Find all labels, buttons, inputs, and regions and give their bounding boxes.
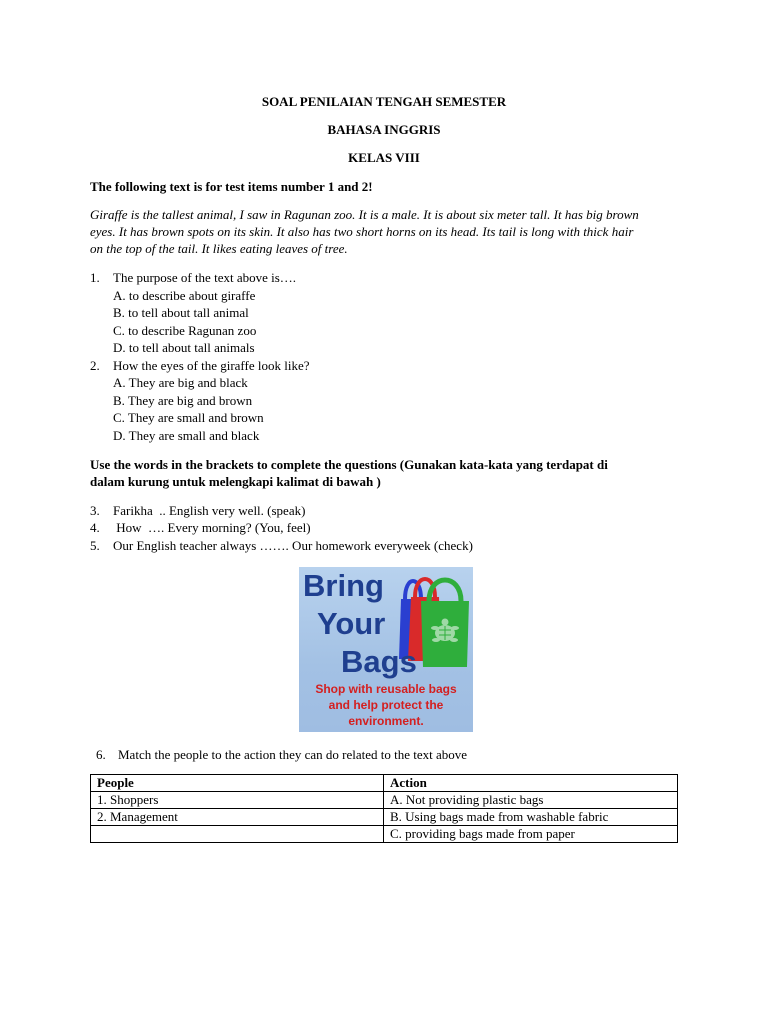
question-number: 5.: [90, 538, 100, 553]
header-people: People: [91, 775, 384, 792]
table-cell: 2. Management: [91, 809, 384, 826]
poster-title-line: Your: [317, 606, 386, 641]
passage-line: on the top of the tail. It likes eating leaves of tree.: [90, 241, 348, 256]
passage: [90, 206, 690, 257]
option-d: D. They are small and black: [113, 428, 260, 443]
question-number: 3.: [90, 503, 100, 518]
table-cell: [91, 826, 384, 843]
question-number: 4.: [90, 520, 100, 535]
poster-subtitle-line: environment.: [348, 714, 424, 728]
question-number: 1.: [90, 270, 100, 285]
table-row: [91, 826, 678, 843]
question-text: How the eyes of the giraffe look like?: [113, 358, 310, 373]
question-number: 6.: [96, 747, 106, 762]
instruction-line: dalam kurung untuk melengkapi kalimat di bawah ): [90, 474, 381, 489]
header-action: Action: [384, 775, 678, 792]
instruction-line: Use the words in the brackets to complete the questions (Gunakan kata-kata yang terdapat di: [90, 457, 608, 472]
poster-title-line: Bags: [341, 644, 417, 679]
option-a: A. to describe about giraffe: [113, 288, 256, 303]
option-d: D. to tell about tall animals: [113, 340, 255, 355]
question-number: 2.: [90, 358, 100, 373]
option-b: B. to tell about tall animal: [113, 305, 249, 320]
table-cell: 1. Shoppers: [91, 792, 384, 809]
question-text: Farikha .. English very well. (speak): [113, 503, 306, 518]
table-cell: B. Using bags made from washable fabric: [384, 809, 678, 826]
table-row: [91, 809, 678, 826]
option-b: B. They are big and brown: [113, 393, 253, 408]
poster-subtitle: [299, 681, 473, 729]
table-row: [91, 792, 678, 809]
poster-subtitle-line: and help protect the: [328, 698, 444, 712]
title-line-2: BAHASA INGGRIS: [327, 122, 441, 137]
table-cell: C. providing bags made from paper: [384, 826, 678, 843]
passage-line: eyes. It has brown spots on its skin. It also has two short horns on its head. Its tail is long with thick hair: [90, 224, 634, 239]
title-line-3: KELAS VIII: [348, 150, 420, 165]
section1-instruction: The following text is for test items number 1 and 2!: [90, 179, 373, 194]
title-line-1: SOAL PENILAIAN TENGAH SEMESTER: [261, 94, 507, 109]
table-cell: A. Not providing plastic bags: [384, 792, 678, 809]
question-text: Match the people to the action they can do related to the text above: [118, 747, 468, 762]
poster-subtitle-line: Shop with reusable bags: [315, 682, 457, 696]
question-text: How …. Every morning? (You, feel): [113, 520, 311, 535]
question-text: Our English teacher always ……. Our homework everyweek (check): [113, 538, 473, 553]
section2-instruction: [90, 456, 690, 490]
matching-table: [90, 774, 678, 843]
option-c: C. to describe Ragunan zoo: [113, 323, 257, 338]
bring-your-bags-poster: [299, 567, 473, 732]
question-text: The purpose of the text above is….: [113, 270, 297, 285]
passage-line: Giraffe is the tallest animal, I saw in Ragunan zoo. It is a male. It is about six meter tall. It has big brown: [90, 207, 639, 222]
poster-title-line: Bring: [303, 568, 384, 603]
option-c: C. They are small and brown: [113, 410, 264, 425]
table-header-row: [91, 775, 678, 792]
option-a: A. They are big and black: [113, 375, 248, 390]
